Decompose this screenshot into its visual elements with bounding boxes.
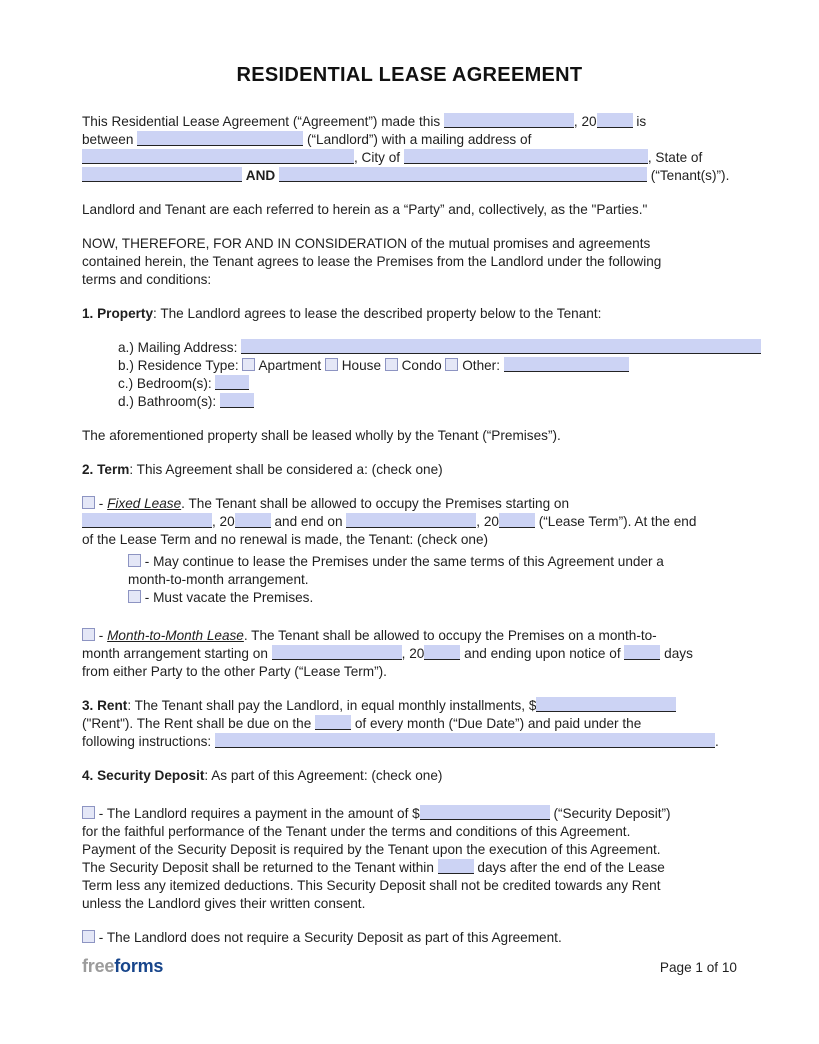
text-run: of every month (“Due Date”) and paid under the: [351, 716, 642, 731]
text-run: - The Landlord does not require a Security Deposit as part of this Agreement.: [95, 930, 562, 945]
security-deposit-amount-blank[interactable]: [420, 805, 550, 820]
property-item-bathrooms: [118, 393, 772, 411]
agreement-day-blank[interactable]: [444, 113, 574, 128]
text-run: and end on: [270, 514, 347, 529]
m2m-start-date-blank[interactable]: [272, 645, 402, 660]
text-run: Month-to-Month Lease: [107, 628, 244, 643]
page-number: Page 1 of 10: [659, 960, 737, 975]
text-run: ("Rent"). The Rent shall be due on the: [82, 716, 316, 731]
document-body: [82, 113, 772, 947]
text-run: c.) Bedroom(s):: [118, 376, 216, 391]
text-run: terms and conditions:: [82, 272, 212, 287]
text-run: , 20: [573, 114, 597, 129]
text-run: , City of: [354, 150, 404, 165]
text-run: days: [660, 646, 693, 661]
deposit-return-days-blank[interactable]: [438, 859, 474, 874]
logo-free-text: free: [82, 956, 115, 976]
fixed-lease-start-year-blank[interactable]: [235, 513, 271, 528]
tenant-name-blank[interactable]: [279, 167, 647, 182]
fixed-lease-end-year-blank[interactable]: [499, 513, 535, 528]
security-deposit-heading: [82, 767, 772, 785]
house-checkbox[interactable]: [325, 358, 338, 371]
text-run: AND: [245, 168, 276, 183]
text-run: Apartment: [255, 358, 325, 373]
text-run: : The Landlord agrees to lease the described property below to the Tenant:: [153, 306, 602, 321]
month-to-month-checkbox[interactable]: [82, 628, 95, 641]
text-run: - May continue to lease the Premises under the same terms of this Agreement under a: [141, 554, 664, 569]
property-item-mailing-address: [118, 339, 772, 357]
text-run: from either Party to the other Party (“Lease Term”).: [82, 664, 387, 679]
text-run: 3. Rent: [82, 698, 128, 713]
text-run: , 20: [401, 646, 425, 661]
page-footer: [82, 956, 737, 977]
text-run: for the faithful performance of the Tenant under the terms and conditions of this Agreement.: [82, 824, 631, 839]
text-run: House: [337, 358, 385, 373]
text-run: month-to-month arrangement.: [128, 572, 309, 587]
month-to-month-paragraph: [82, 627, 772, 681]
fixed-lease-option-continue: [128, 553, 772, 589]
text-run: The Security Deposit shall be returned to the Tenant within: [82, 860, 438, 875]
text-run: Term less any itemized deductions. This Security Deposit shall not be credited towards any Rent: [82, 878, 661, 893]
text-run: contained herein, the Tenant agrees to lease the Premises from the Landlord under the following: [82, 254, 662, 269]
security-deposit-required-checkbox[interactable]: [82, 806, 95, 819]
text-run: -: [95, 628, 108, 643]
condo-checkbox[interactable]: [385, 358, 398, 371]
agreement-year-blank[interactable]: [597, 113, 633, 128]
text-run: Landlord and Tenant are each referred to herein as a “Party” and, collectively, as the "Parties.": [82, 202, 648, 217]
text-run: - Must vacate the Premises.: [141, 590, 314, 605]
text-run: Condo: [397, 358, 446, 373]
security-deposit-required-paragraph: [82, 805, 772, 913]
may-continue-checkbox[interactable]: [128, 554, 141, 567]
m2m-start-year-blank[interactable]: [424, 645, 460, 660]
landlord-state-blank[interactable]: [82, 167, 242, 182]
text-run: (“Lease Term”). At the end: [534, 514, 697, 529]
rent-paragraph: [82, 697, 772, 751]
text-run: 4. Security Deposit: [82, 768, 205, 783]
payment-instructions-blank[interactable]: [215, 733, 715, 748]
text-run: NOW, THEREFORE, FOR AND IN CONSIDERATION of the mutual promises and agreements: [82, 236, 651, 251]
landlord-city-blank[interactable]: [404, 149, 648, 164]
text-run: a.) Mailing Address:: [118, 340, 242, 355]
landlord-address-blank[interactable]: [82, 149, 354, 164]
text-run: , 20: [476, 514, 499, 529]
m2m-notice-days-blank[interactable]: [624, 645, 660, 660]
text-run: , 20: [212, 514, 235, 529]
premises-paragraph: [82, 427, 772, 445]
text-run: is: [632, 114, 647, 129]
text-run: : The Tenant shall pay the Landlord, in equal monthly installments, $: [127, 698, 537, 713]
text-run: , State of: [647, 150, 703, 165]
term-section-heading: [82, 461, 772, 479]
text-run: . The Tenant shall be allowed to occupy the Premises starting on: [181, 496, 570, 511]
fixed-lease-checkbox[interactable]: [82, 496, 95, 509]
intro-paragraph: [82, 113, 772, 185]
text-run: and ending upon notice of: [460, 646, 625, 661]
text-run: d.) Bathroom(s):: [118, 394, 220, 409]
text-run: : This Agreement shall be considered a: (check one): [129, 462, 443, 477]
bathrooms-blank[interactable]: [220, 393, 254, 408]
rent-amount-blank[interactable]: [536, 697, 676, 712]
text-run: Fixed Lease: [107, 496, 182, 511]
fixed-lease-option-vacate: [128, 589, 772, 607]
text-run: .: [714, 734, 719, 749]
text-run: -: [95, 496, 108, 511]
residence-type-other-blank[interactable]: [504, 357, 629, 372]
text-run: Other:: [458, 358, 504, 373]
parties-paragraph: [82, 201, 772, 219]
property-mailing-address-blank[interactable]: [241, 339, 761, 354]
text-run: following instructions:: [82, 734, 215, 749]
text-run: : As part of this Agreement: (check one): [204, 768, 443, 783]
text-run: (“Security Deposit”): [549, 806, 671, 821]
no-security-deposit-paragraph: [82, 929, 772, 947]
fixed-lease-start-date-blank[interactable]: [82, 513, 212, 528]
bedrooms-blank[interactable]: [215, 375, 249, 390]
property-item-residence-type: [118, 357, 772, 375]
no-security-deposit-checkbox[interactable]: [82, 930, 95, 943]
text-run: (“Tenant(s)”).: [647, 168, 730, 183]
text-run: Payment of the Security Deposit is required by the Tenant upon the execution of this Agreement.: [82, 842, 661, 857]
text-run: The aforementioned property shall be leased wholly by the Tenant (“Premises”).: [82, 428, 561, 443]
text-run: of the Lease Term and no renewal is made, the Tenant: (check one): [82, 532, 489, 547]
text-run: month arrangement starting on: [82, 646, 272, 661]
text-run: between: [82, 132, 138, 147]
text-run: 1. Property: [82, 306, 154, 321]
text-run: - The Landlord requires a payment in the amount of $: [95, 806, 420, 821]
rent-due-day-blank[interactable]: [315, 715, 351, 730]
text-run: 2. Term: [82, 462, 130, 477]
text-run: . The Tenant shall be allowed to occupy the Premises on a month-to-: [243, 628, 657, 643]
text-run: b.) Residence Type:: [118, 358, 243, 373]
property-section-heading: [82, 305, 772, 323]
document-title: RESIDENTIAL LEASE AGREEMENT: [236, 64, 583, 86]
fixed-lease-paragraph: [82, 495, 772, 549]
must-vacate-checkbox[interactable]: [128, 590, 141, 603]
logo-forms-text: forms: [114, 956, 164, 976]
text-run: (“Landlord”) with a mailing address of: [303, 132, 532, 147]
other-checkbox[interactable]: [445, 358, 458, 371]
text-run: unless the Landlord gives their written consent.: [82, 896, 366, 911]
apartment-checkbox[interactable]: [242, 358, 255, 371]
text-run: This Residential Lease Agreement (“Agreement”) made this: [82, 114, 444, 129]
consideration-paragraph: [82, 235, 772, 289]
document-content: [82, 64, 772, 963]
landlord-name-blank[interactable]: [137, 131, 303, 146]
property-item-bedrooms: [118, 375, 772, 393]
freeforms-logo: [82, 956, 163, 977]
fixed-lease-end-date-blank[interactable]: [346, 513, 476, 528]
text-run: days after the end of the Lease: [473, 860, 665, 875]
